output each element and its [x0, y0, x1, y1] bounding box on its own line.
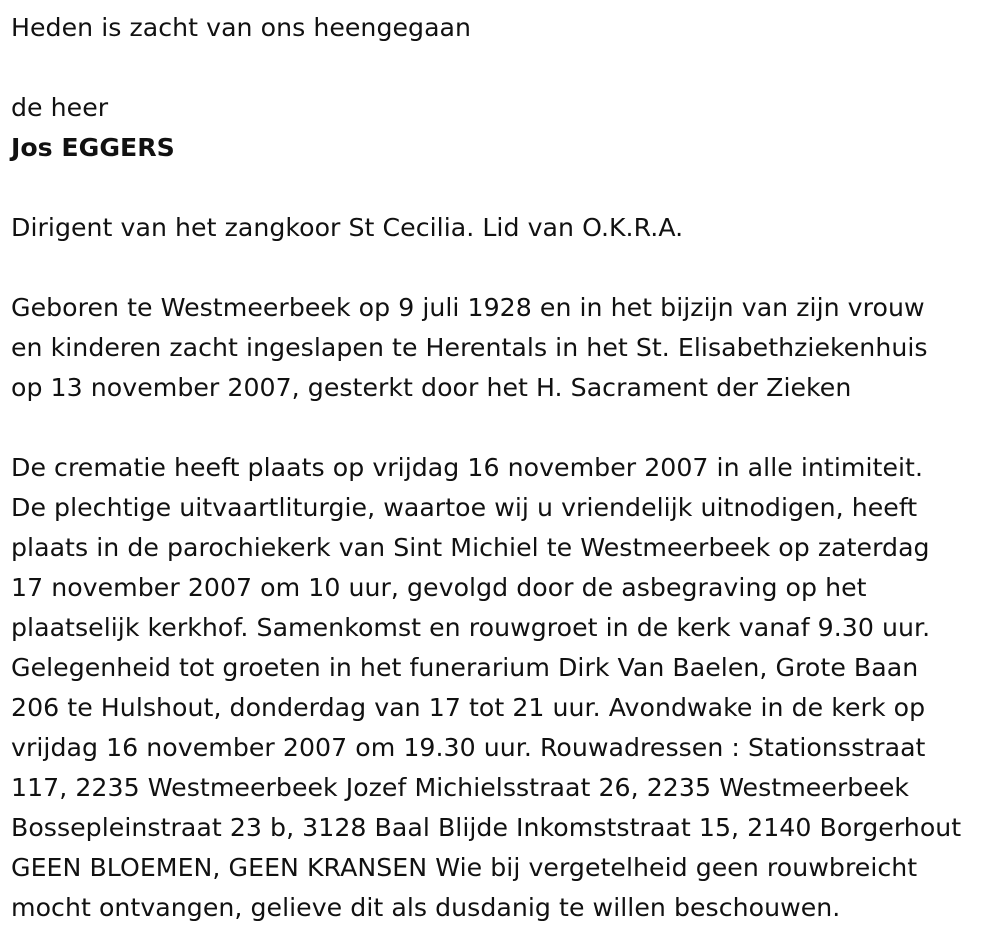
paragraph-line: plaats in de parochiekerk van Sint Michiel te Westmeerbeek op zaterdag: [11, 533, 930, 562]
paragraph-line: mocht ontvangen, gelieve dit als dusdanig te willen beschouwen.: [11, 893, 841, 922]
paragraph-line: Gelegenheid tot groeten in het funerarium Dirk Van Baelen, Grote Baan: [11, 653, 919, 682]
paragraph-line: Geboren te Westmeerbeek op 9 juli 1928 en in het bijzijn van zijn vrouw: [11, 293, 925, 322]
paragraph-line: GEEN BLOEMEN, GEEN KRANSEN Wie bij vergetelheid geen rouwbreicht: [11, 853, 918, 882]
paragraph-line: 117, 2235 Westmeerbeek Jozef Michielsstraat 26, 2235 Westmeerbeek: [11, 773, 910, 802]
spacer: [11, 408, 996, 448]
paragraph-line: plaatselijk kerkhof. Samenkomst en rouwgroet in de kerk vanaf 9.30 uur.: [11, 613, 931, 642]
intro-line: Heden is zacht van ons heengegaan: [11, 13, 472, 42]
salutation: de heer: [11, 93, 109, 122]
spacer: [11, 48, 996, 88]
paragraph-line: De crematie heeft plaats op vrijdag 16 november 2007 in alle intimiteit.: [11, 453, 924, 482]
spacer: [11, 248, 996, 288]
birth-paragraph: [11, 288, 996, 408]
role-line: Dirigent van het zangkoor St Cecilia. Lid van O.K.R.A.: [11, 213, 684, 242]
ceremony-paragraph: [11, 448, 996, 928]
paragraph-line: en kinderen zacht ingeslapen te Herentals in het St. Elisabethziekenhuis: [11, 333, 928, 362]
paragraph-line: vrijdag 16 november 2007 om 19.30 uur. Rouwadressen : Stationsstraat: [11, 733, 926, 762]
spacer: [11, 168, 996, 208]
paragraph-line: 17 november 2007 om 10 uur, gevolgd door de asbegraving op het: [11, 573, 867, 602]
paragraph-line: Bossepleinstraat 23 b, 3128 Baal Blijde Inkomststraat 15, 2140 Borgerhout: [11, 813, 962, 842]
deceased-name: Jos EGGERS: [11, 133, 175, 162]
paragraph-line: De plechtige uitvaartliturgie, waartoe wij u vriendelijk uitnodigen, heeft: [11, 493, 918, 522]
paragraph-line: 206 te Hulshout, donderdag van 17 tot 21 uur. Avondwake in de kerk op: [11, 693, 926, 722]
paragraph-line: op 13 november 2007, gesterkt door het H. Sacrament der Zieken: [11, 373, 852, 402]
obituary-notice: [11, 8, 996, 928]
